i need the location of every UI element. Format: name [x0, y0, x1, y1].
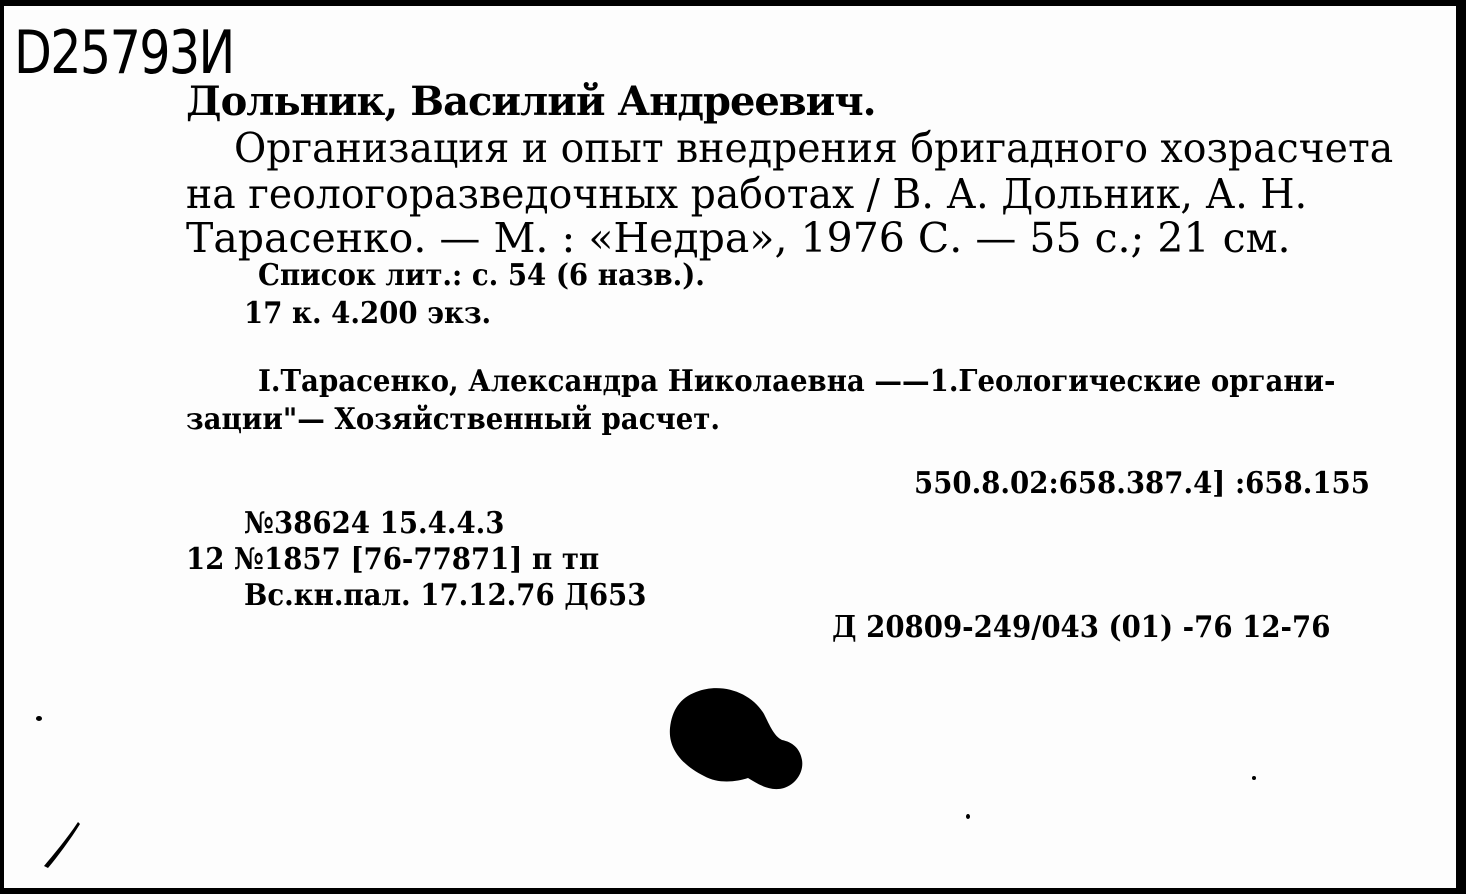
card-border-left	[0, 0, 4, 894]
dust-speck	[36, 716, 42, 721]
pencil-tick-mark	[40, 818, 84, 870]
dust-speck	[1252, 776, 1256, 780]
title-line-3: Тарасенко. — М. : «Недра», 1976 С. — 55 с.; 21 см.	[186, 214, 1291, 262]
price-and-print-run: 17 к. 4.200 экз.	[244, 296, 492, 331]
ink-blot-mark	[666, 684, 806, 794]
card-border-bottom	[0, 888, 1466, 894]
dust-speck	[966, 814, 970, 819]
author-heading: Дольник, Василий Андреевич.	[186, 78, 876, 125]
publisher-code: Д 20809-249/043 (01) -76 12-76	[832, 610, 1331, 645]
subject-headings-line-2: зации"— Хозяйственный расчет.	[186, 402, 720, 437]
handwritten-catalog-id: D25793И	[14, 18, 234, 88]
udc-classification: 550.8.02:658.387.4] :658.155	[914, 466, 1370, 501]
title-line-2: на геологоразведочных работах / В. А. Дольник, А. Н.	[186, 170, 1308, 218]
registry-number-line-3: Вс.кн.пал. 17.12.76 Д653	[244, 578, 647, 613]
registry-number-line-1: №38624 15.4.4.3	[244, 506, 505, 541]
card-border-top	[0, 0, 1466, 6]
title-line-1: Организация и опыт внедрения бригадного хозрасчета	[234, 124, 1394, 172]
registry-number-line-2: 12 №1857 [76-77871] п тп	[186, 542, 600, 577]
bibliography-note: Список лит.: с. 54 (6 назв.).	[258, 258, 705, 293]
subject-headings-line-1: I.Тарасенко, Александра Николаевна ——1.Геологические органи-	[258, 364, 1336, 399]
card-border-right	[1456, 0, 1466, 894]
